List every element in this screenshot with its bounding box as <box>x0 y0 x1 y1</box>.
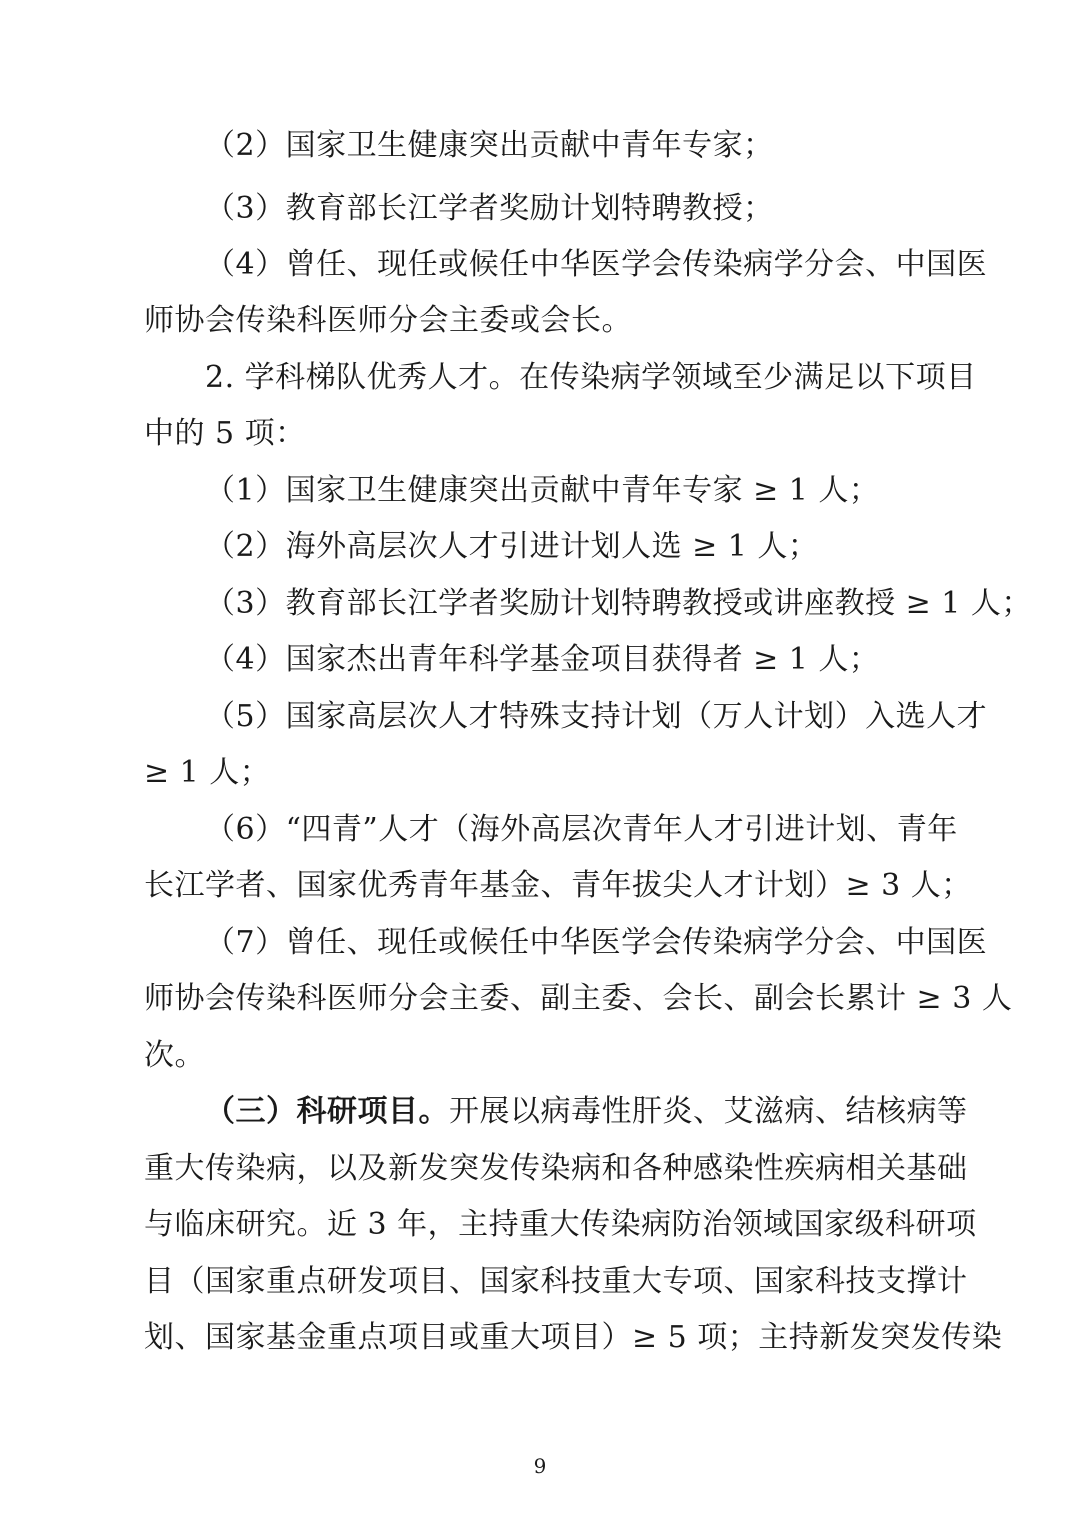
paragraph-line: （5）国家高层次人才特殊支持计划（万人计划）入选人才 <box>205 699 988 734</box>
paragraph-line: （4）曾任、现任或候任中华医学会传染病学分会、中国医 <box>205 247 988 282</box>
paragraph-line: （2）国家卫生健康突出贡献中青年专家； <box>205 128 774 163</box>
paragraph-line: （3）教育部长江学者奖励计划特聘教授； <box>205 191 774 226</box>
paragraph-line: 次。 <box>144 1038 205 1073</box>
paragraph-line: 师协会传染科医师分会主委、副主委、会长、副会长累计 ≥ 3 人 <box>144 981 1013 1016</box>
paragraph-line: 目（国家重点研发项目、国家科技重大专项、国家科技支撑计 <box>144 1264 968 1299</box>
paragraph-line: 重大传染病，以及新发突发传染病和各种感染性疾病相关基础 <box>144 1151 968 1186</box>
paragraph-line: 与临床研究。近 3 年，主持重大传染病防治领域国家级科研项 <box>144 1207 977 1242</box>
paragraph-line: 中的 5 项： <box>144 416 306 451</box>
section-text: 开展以病毒性肝炎、艾滋病、结核病等 <box>449 1094 968 1129</box>
paragraph-line: （6）“四青”人才（海外高层次青年人才引进计划、青年 <box>205 812 958 847</box>
paragraph-line: 划、国家基金重点项目或重大项目）≥ 5 项；主持新发突发传染 <box>144 1320 1003 1355</box>
paragraph-line: 师协会传染科医师分会主委或会长。 <box>144 303 632 338</box>
section-heading: （三）科研项目。 <box>205 1094 449 1129</box>
paragraph-line: （4）国家杰出青年科学基金项目获得者 ≥ 1 人； <box>205 642 880 677</box>
paragraph-line: ≥ 1 人； <box>144 755 271 790</box>
paragraph-line: 2. 学科梯队优秀人才。在传染病学领域至少满足以下项目 <box>205 360 977 395</box>
paragraph-line: （1）国家卫生健康突出贡献中青年专家 ≥ 1 人； <box>205 473 880 508</box>
paragraph-line: （3）教育部长江学者奖励计划特聘教授或讲座教授 ≥ 1 人； <box>205 586 1032 621</box>
section-paragraph-line <box>205 1083 968 1141</box>
paragraph-line: （2）海外高层次人才引进计划人选 ≥ 1 人； <box>205 529 819 564</box>
paragraph-line: （7）曾任、现任或候任中华医学会传染病学分会、中国医 <box>205 925 988 960</box>
page-number: 9 <box>533 1454 547 1478</box>
paragraph-line: 长江学者、国家优秀青年基金、青年拔尖人才计划）≥ 3 人； <box>144 868 972 903</box>
